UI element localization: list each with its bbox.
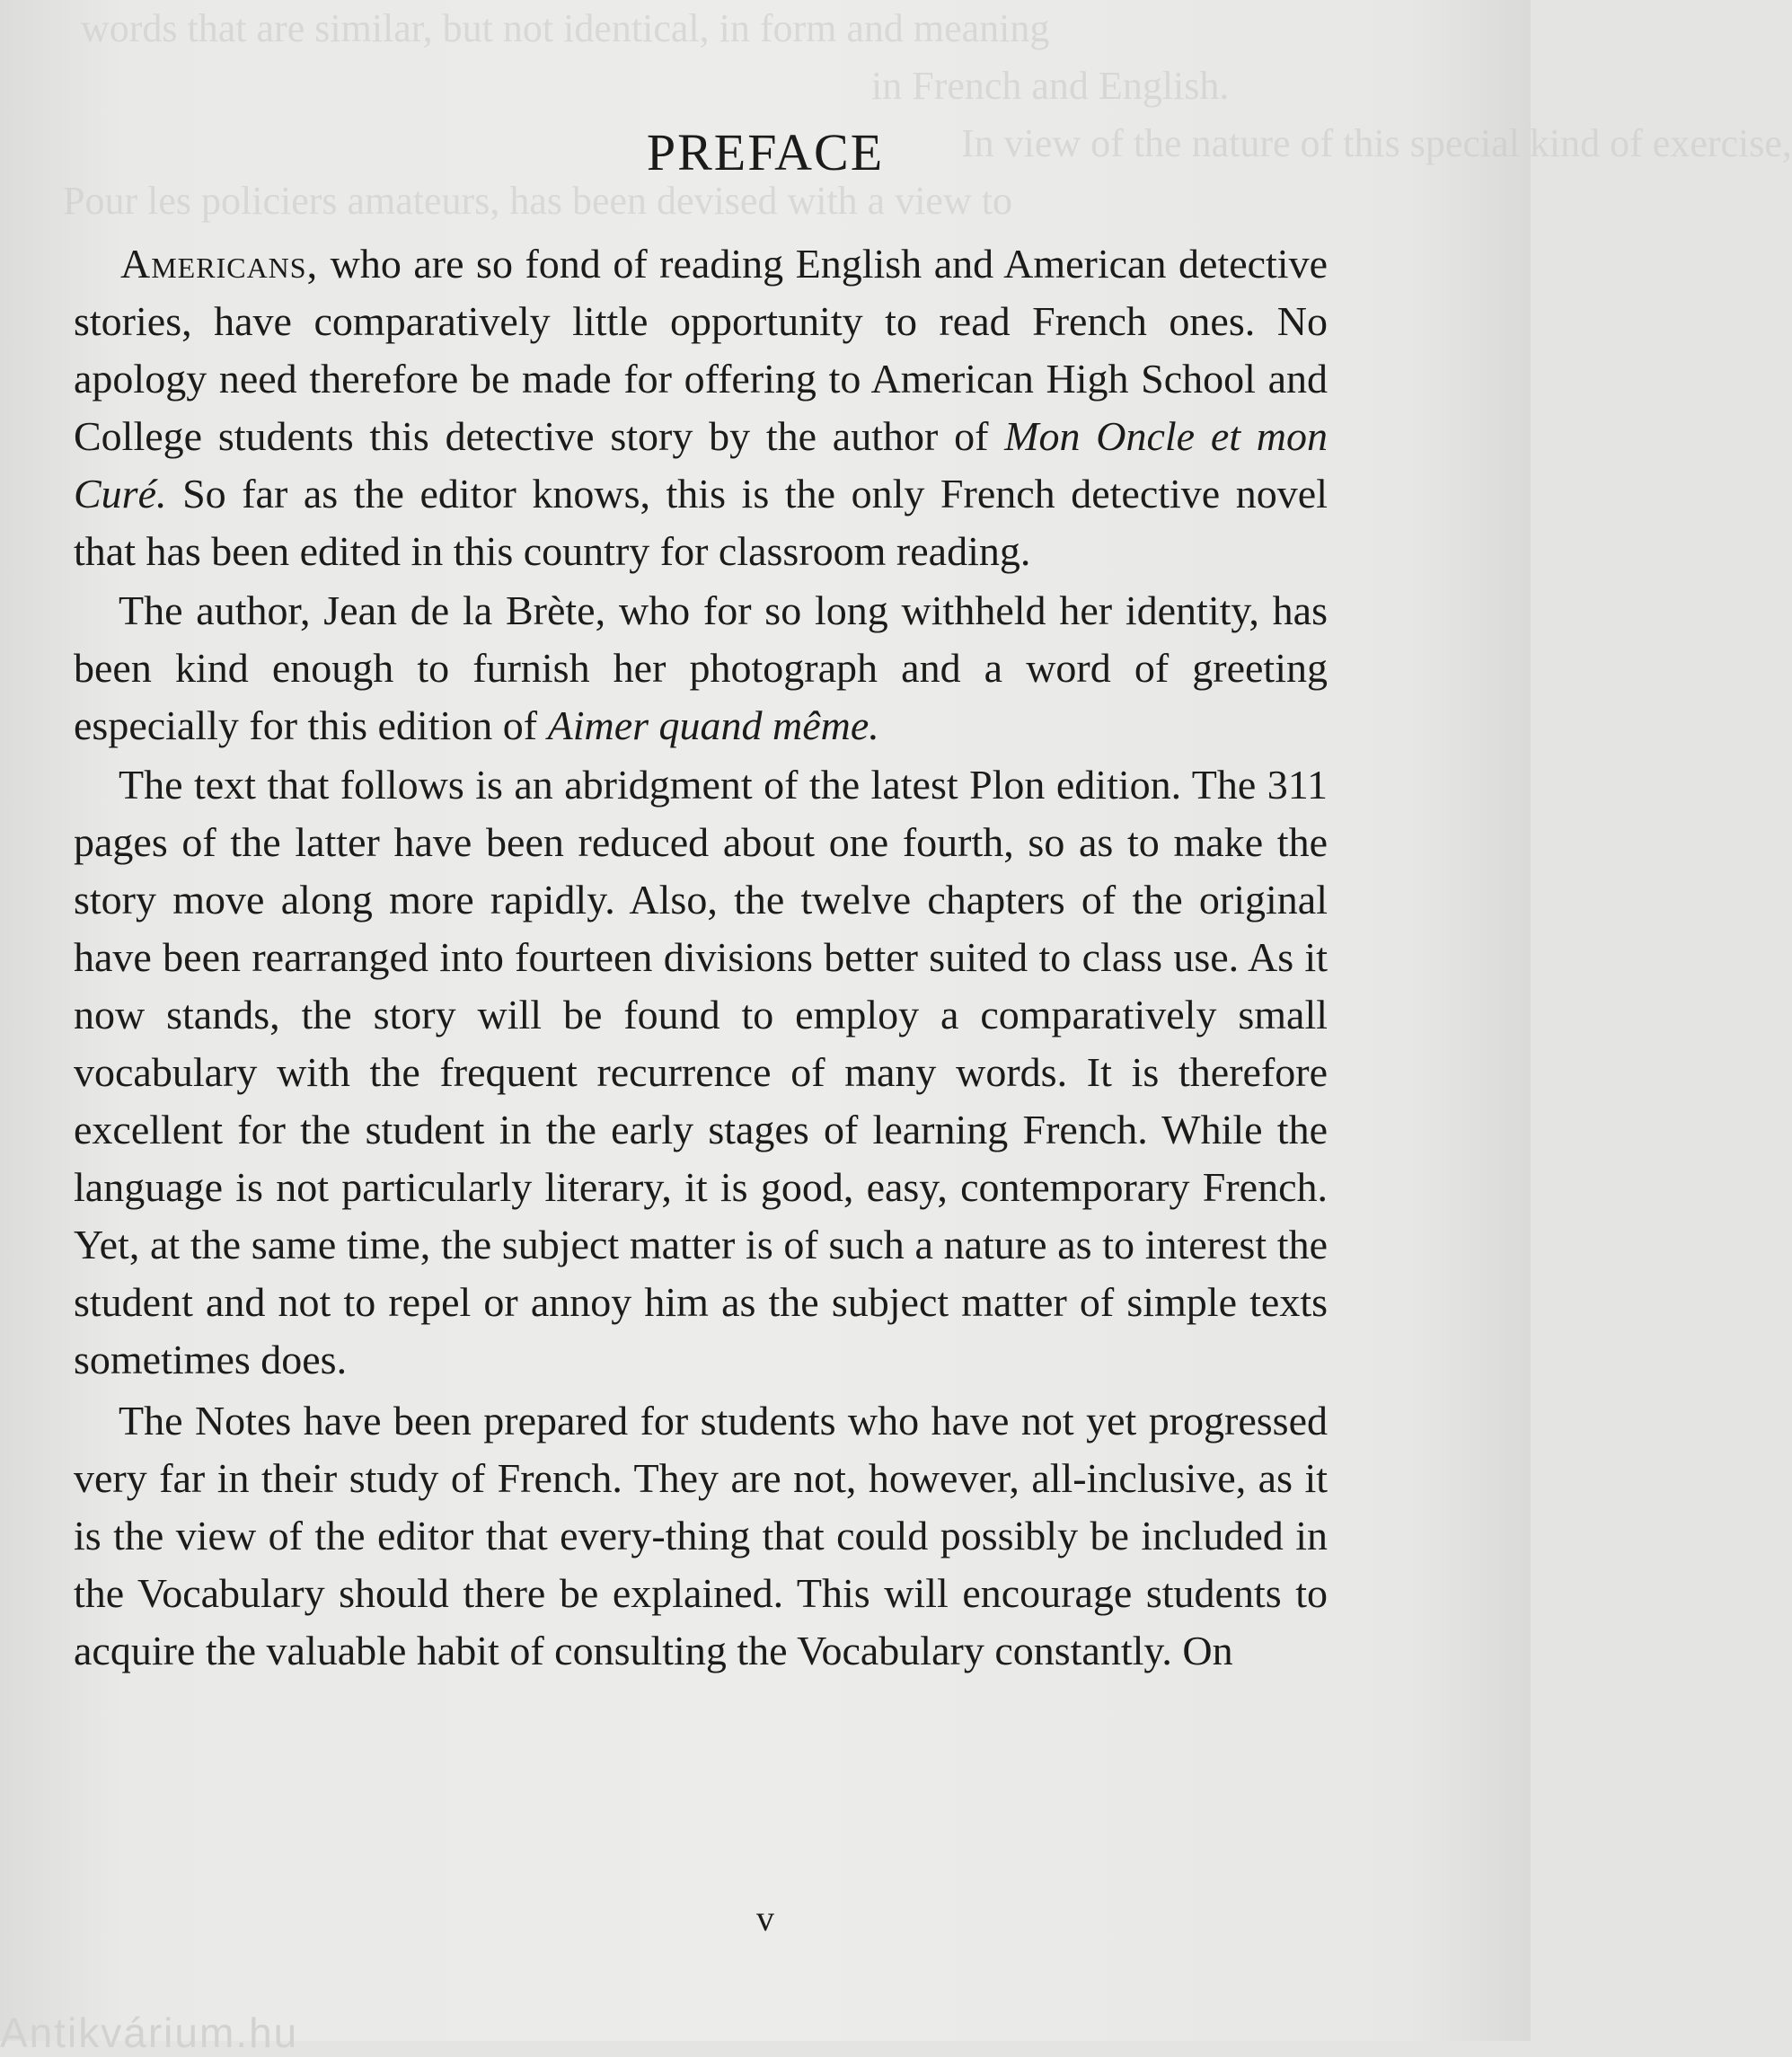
text-run: The Notes have been prepared for students who have not yet progressed very far in their study of French. They are not, however, all-inclusive, as it is the view of the editor that every-thing that could possibly be included in the Vocabulary should there be explained. This will encourage students to acquire the valuable habit of consulting the Vocabulary constantly. On xyxy=(74,1398,1328,1673)
lead-word: Americans, xyxy=(120,241,319,287)
bleed-through-line: Pour les policiers amateurs, has been devised with a view to xyxy=(63,179,1012,223)
text-run: who are so fond of reading English and American detective stories, have comparatively little opportunity to read French ones. No apology need therefore be made for offering to American High School and College students this detective story by the author of xyxy=(74,241,1328,459)
page-number: v xyxy=(756,1898,774,1938)
bleed-through-line: in French and English. xyxy=(871,64,1230,108)
bleed-through-line: words that are similar, but not identical, in form and meaning xyxy=(81,6,1050,50)
bleed-through-line: In view of the nature of this special kind of exercise, xyxy=(961,121,1792,165)
paragraph-3 xyxy=(74,756,1328,1389)
page-title: PREFACE xyxy=(646,123,885,181)
paragraph-2 xyxy=(74,582,1328,755)
paragraph-4 xyxy=(74,1392,1328,1680)
bleed-through-text xyxy=(63,0,1792,230)
book-title-italic: Aimer quand même. xyxy=(547,702,879,748)
text-run: So far as the editor knows, this is the only French detective novel that has been edited in this country for classroom reading. xyxy=(74,471,1328,574)
paragraph-1 xyxy=(74,235,1328,580)
text-run: The text that follows is an abridgment of the latest Plon edition. The 311 pages of the latter have been reduced about one fourth, so as to make the story move along more rapidly. Also, the twelve chapters of the original have been rearranged into fourteen divisions better suited to class use. As it now stands, the story will be found to employ a comparatively small vocabulary with the frequent recurrence of many words. It is therefore excellent for the student in the early stages of learning French. While the language is not particularly literary, it is good, easy, contemporary French. Yet, at the same time, the subject matter is of such a nature as to interest the student and not to repel or annoy him as the subject matter of simple texts sometimes does. xyxy=(74,762,1328,1382)
watermark: Antikvárium.hu xyxy=(0,2009,299,2056)
text-run: The author, Jean de la Brète, who for so long withheld her identity, has been kind enough to furnish her photograph and a word of greeting especially for this edition of xyxy=(74,587,1328,748)
preface-body xyxy=(74,235,1328,1680)
book-title-italic: Mon Oncle et mon Curé. xyxy=(74,413,1328,516)
